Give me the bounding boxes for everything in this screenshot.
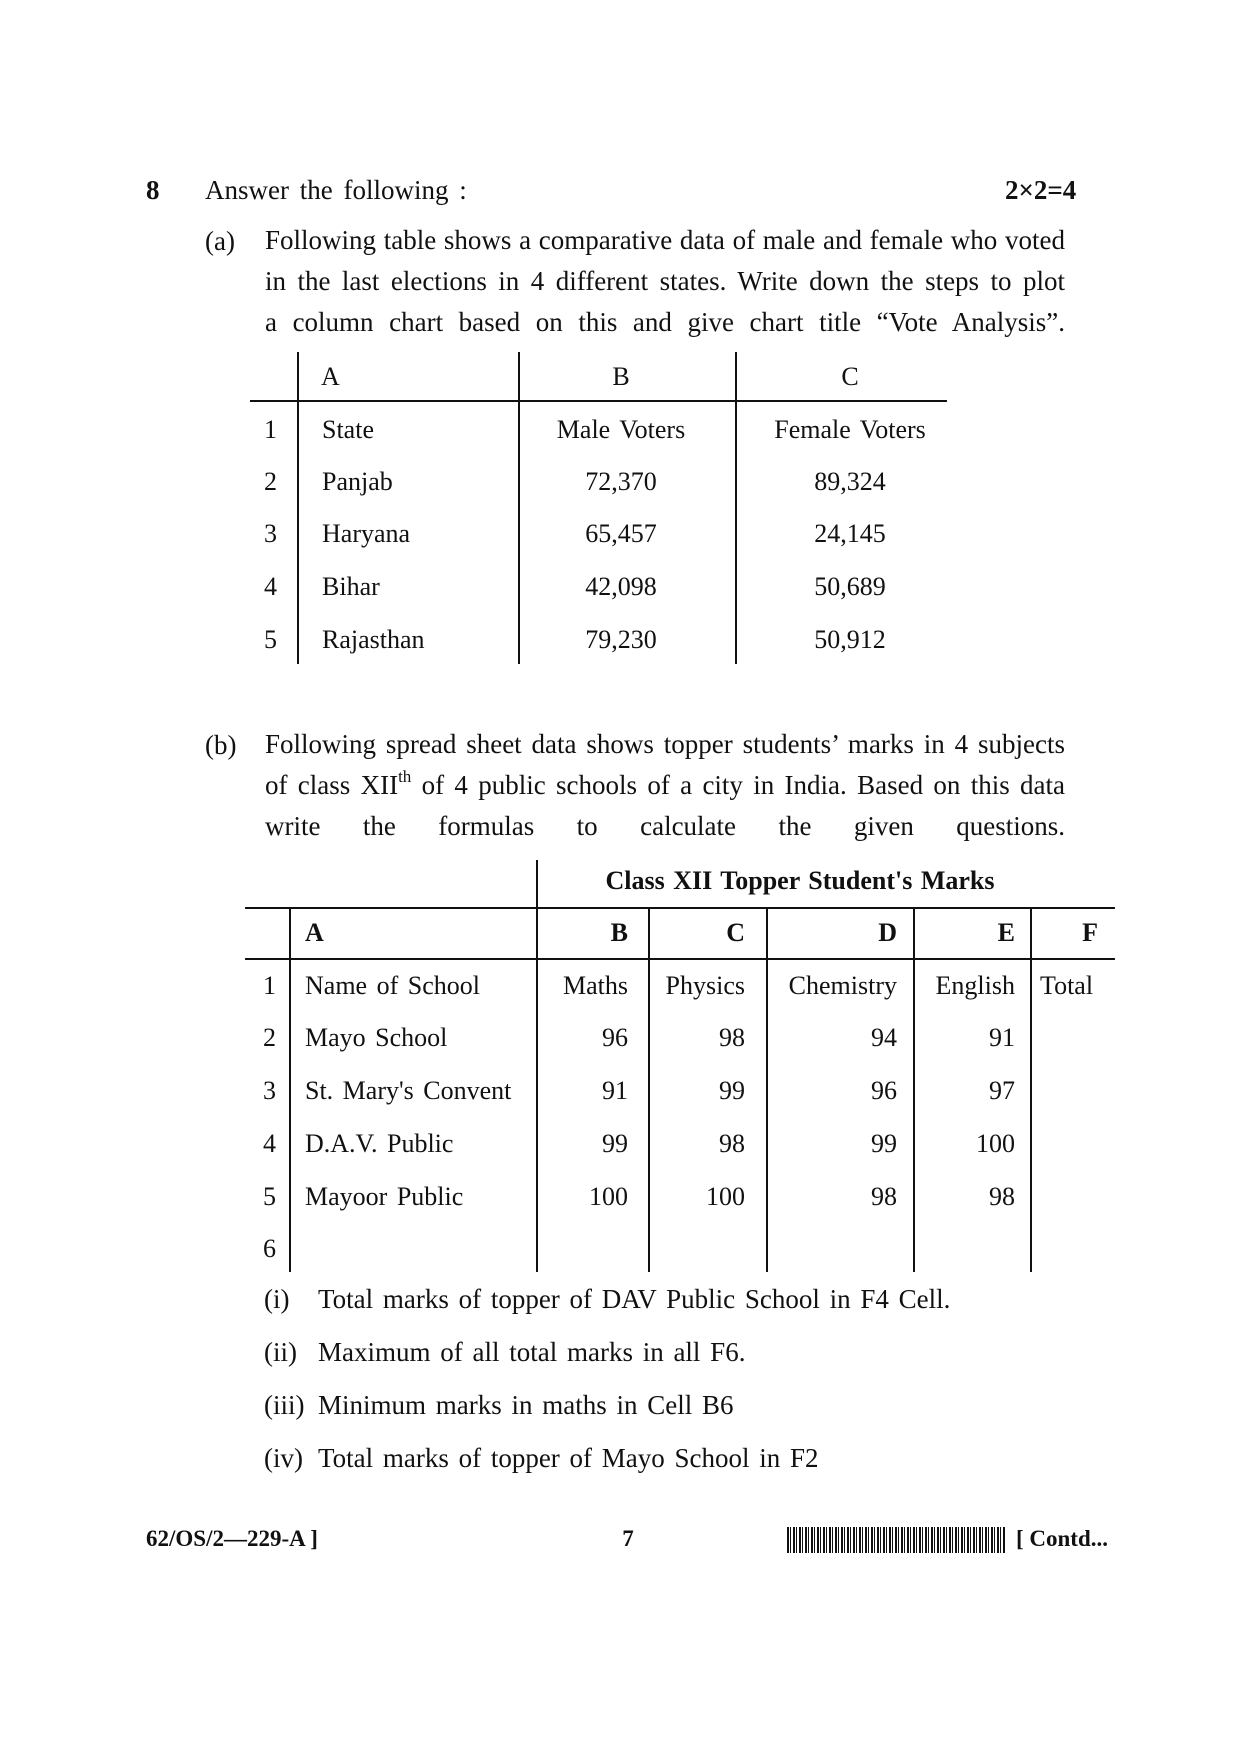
table-b-row-number: 5 [263, 1182, 276, 1211]
table-b-cell: English [935, 971, 1015, 1000]
table-b-cell: Total [1040, 971, 1094, 1000]
table-a-cell: Male Voters [556, 415, 686, 444]
table-b-row-number: 2 [263, 1023, 276, 1052]
table-b-col-letter: E [997, 918, 1015, 947]
part-a-text [265, 220, 1065, 343]
table-b-cell: 98 [719, 1023, 745, 1052]
table-a-col-letter: B [612, 362, 630, 391]
table-a-cell: 89,324 [814, 467, 886, 496]
question-marks: 2×2=4 [1005, 175, 1077, 205]
table-b-cell: Mayo School [305, 1023, 448, 1052]
table-a-row-number: 3 [264, 519, 277, 548]
sub-question-text: Maximum of all total marks in all F6. [318, 1337, 746, 1367]
sub-question-text: Total marks of topper of Mayo School in F2 [318, 1443, 819, 1473]
question-prompt: Answer the following : [205, 175, 467, 205]
table-a-cell: 42,098 [585, 572, 657, 601]
table-b-cell: 98 [989, 1182, 1015, 1211]
table-b-col-border-cd [766, 907, 768, 1272]
table-b-cell: 94 [871, 1023, 897, 1052]
table-b-cell: 97 [989, 1076, 1015, 1105]
table-b-col-border-bc [648, 907, 650, 1272]
table-b-col-border-ef [1030, 907, 1032, 1272]
part-b-line-3: write the formulas to calculate the given questions. [265, 811, 1065, 841]
question-number: 8 [146, 175, 160, 205]
part-a-line-1: Following table shows a comparative data of male and female who voted [265, 225, 1065, 255]
table-a-row-number: 1 [264, 415, 277, 444]
table-b-cell: 91 [602, 1076, 628, 1105]
part-a-label: (a) [205, 226, 235, 256]
sub-question-text: Minimum marks in maths in Cell B6 [318, 1390, 734, 1420]
table-a-col-border-ab [518, 352, 520, 664]
table-b-cell: Chemistry [788, 971, 897, 1000]
table-a-cell: 50,689 [814, 572, 886, 601]
table-a-col-letter: A [321, 362, 340, 391]
table-b-header-rule [245, 958, 1115, 960]
table-b-col-border-ab [536, 860, 538, 1272]
table-a-cell: Bihar [322, 572, 380, 601]
table-a-rownum-border [297, 352, 299, 664]
table-a-cell: Haryana [322, 519, 411, 548]
table-b-cell: 98 [719, 1129, 745, 1158]
sub-question-text: Total marks of topper of DAV Public School in F4 Cell. [318, 1284, 951, 1314]
table-b-row-number: 1 [263, 971, 276, 1000]
table-b-title-rule [245, 907, 1115, 909]
footer-contd: [ Contd... [1016, 1526, 1109, 1551]
table-b-col-letter: B [610, 918, 628, 947]
table-a-cell: Rajasthan [322, 625, 425, 654]
table-a-cell: 65,457 [585, 519, 657, 548]
part-b-label: (b) [205, 730, 237, 760]
table-b-cell: 100 [706, 1182, 745, 1211]
table-a-cell: Female Voters [774, 415, 926, 444]
part-b-line-2 [265, 765, 1065, 806]
table-b-cell: 99 [602, 1129, 628, 1158]
barcode [787, 1527, 1005, 1553]
table-a-cell: 72,370 [585, 467, 657, 496]
table-b-cell: D.A.V. Public [305, 1129, 454, 1158]
table-b-cell: 100 [589, 1182, 628, 1211]
table-b-cell: Physics [665, 971, 745, 1000]
part-b-line-2-post: of 4 public schools of a city in India. Based on this data [411, 770, 1065, 800]
sub-question-label: (iii) [264, 1390, 305, 1420]
table-b-col-letter: C [726, 918, 745, 947]
table-a-col-letter: C [841, 362, 859, 391]
table-b-row-number: 3 [263, 1076, 276, 1105]
table-b-cell: 96 [871, 1076, 897, 1105]
sub-question-label: (i) [264, 1284, 290, 1314]
table-b-title: Class XII Topper Student's Marks [605, 866, 995, 895]
table-b-rownum-border [289, 907, 291, 1272]
part-a-line-3: a column chart based on this and give chart title “Vote Analysis”. [265, 307, 1065, 337]
table-b-col-letter: F [1082, 918, 1098, 947]
table-b-col-letter: A [305, 918, 324, 947]
table-a-row-number: 4 [264, 572, 277, 601]
table-a-row-number: 5 [264, 625, 277, 654]
table-b-row-number: 6 [263, 1234, 276, 1263]
part-a-line-2: in the last elections in 4 different states. Write down the steps to plot [265, 266, 1065, 296]
sub-question-label: (iv) [264, 1443, 303, 1473]
part-b-line-1: Following spread sheet data shows topper students’ marks in 4 subjects [265, 729, 1065, 759]
footer-paper-code: 62/OS/2—229-A ] [146, 1526, 318, 1551]
table-b-cell: St. Mary's Convent [305, 1076, 512, 1105]
table-b-cell: Maths [563, 971, 628, 1000]
table-b-cell: Name of School [305, 971, 480, 1000]
table-a-cell: 79,230 [585, 625, 657, 654]
table-b-cell: Mayoor Public [305, 1182, 464, 1211]
footer-page-number: 7 [622, 1526, 634, 1551]
table-a-row-number: 2 [264, 467, 277, 496]
table-a-cell: 50,912 [814, 625, 886, 654]
sub-question-label: (ii) [264, 1337, 297, 1367]
table-b-cell: 99 [871, 1129, 897, 1158]
part-b-line-2-pre: of class XII [265, 770, 399, 800]
table-b-cell: 100 [976, 1129, 1015, 1158]
table-a-cell: 24,145 [814, 519, 886, 548]
table-b-row-number: 4 [263, 1129, 276, 1158]
part-b-text [265, 724, 1065, 847]
table-a-cell: State [322, 415, 374, 444]
table-a-header-rule [250, 400, 947, 402]
table-b-col-border-de [913, 907, 915, 1272]
table-a-col-border-bc [735, 352, 737, 664]
table-b-cell: 91 [989, 1023, 1015, 1052]
table-a-cell: Panjab [322, 467, 393, 496]
table-b-cell: 98 [871, 1182, 897, 1211]
table-b-cell: 99 [719, 1076, 745, 1105]
part-b-line-2-sup: th [398, 767, 412, 786]
table-b-col-letter: D [878, 918, 897, 947]
table-b-cell: 96 [602, 1023, 628, 1052]
